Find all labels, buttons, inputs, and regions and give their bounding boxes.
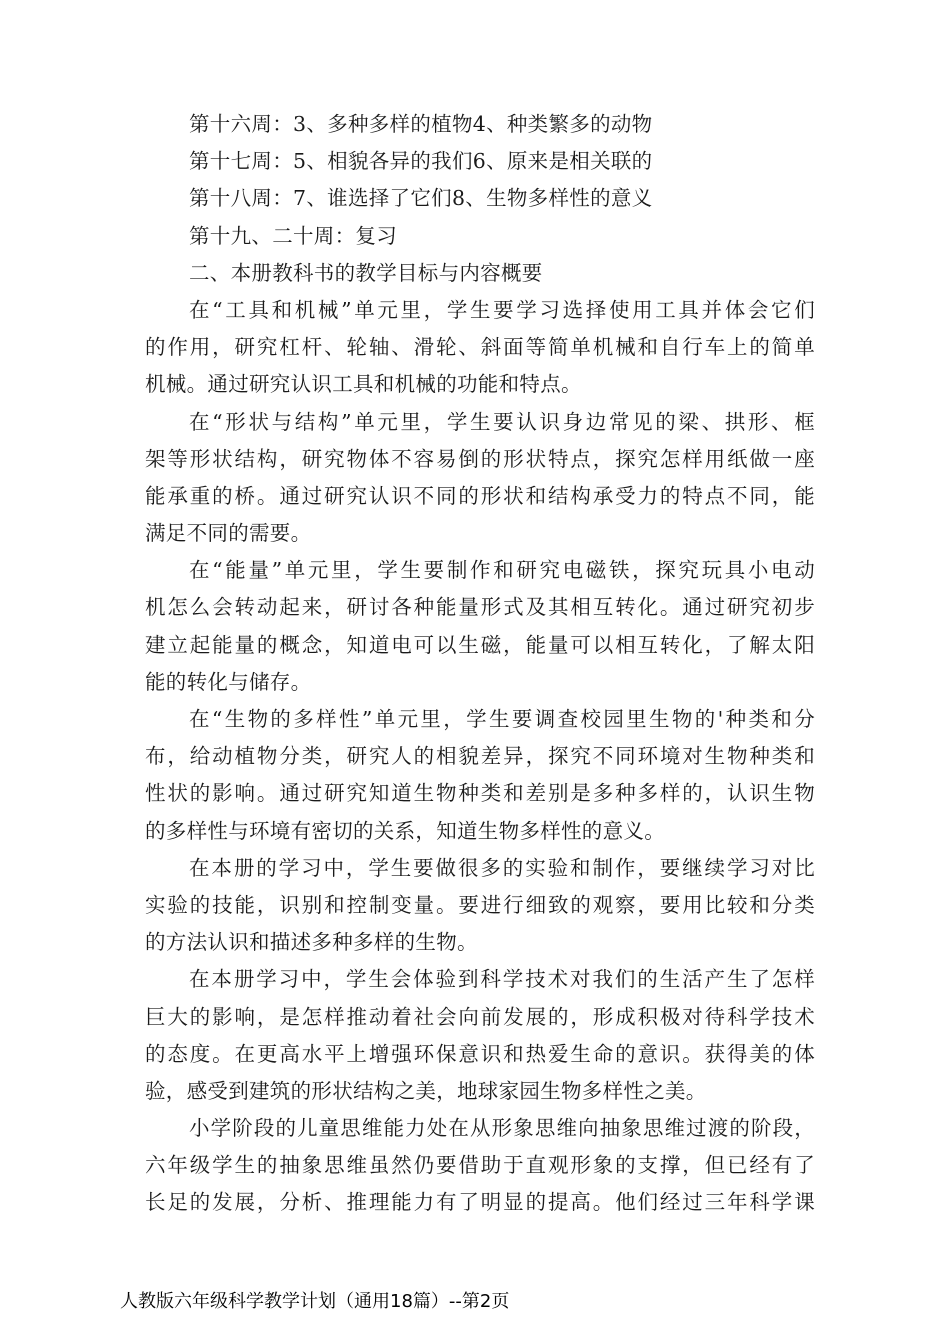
text-line: 的多样性与环境有密切的关系，知道生物多样性的意义。 [145, 818, 665, 843]
text-line: 架等形状结构，研究物体不容易倒的形状特点，探究怎样用纸做一座 [145, 446, 815, 471]
text-line: 第十六周：3、多种多样的植物4、种类繁多的动物 [189, 112, 653, 136]
text-line: 第十九、二十周：复习 [189, 223, 397, 248]
document-body [145, 106, 815, 1222]
text-line: 在“形状与结构”单元里，学生要认识身边常见的梁、拱形、框 [189, 409, 815, 434]
text-line: 建立起能量的概念，知道电可以生磁，能量可以相互转化，了解太阳 [145, 632, 815, 657]
text-line: 第十七周：5、相貌各异的我们6、原来是相关联的 [189, 149, 653, 174]
text-line: 布，给动植物分类，研究人的相貌差异，探究不同环境对生物种类和 [145, 744, 815, 769]
text-line: 能的转化与储存。 [145, 669, 312, 694]
text-line: 在本册学习中，学生会体验到科学技术对我们的生活产生了怎样 [189, 967, 815, 992]
text-line: 六年级学生的抽象思维虽然仍要借助于直观形象的支撑，但已经有了 [145, 1153, 815, 1178]
text-line: 在“工具和机械”单元里，学生要学习选择使用工具并体会它们 [189, 297, 815, 322]
text-line: 巨大的影响，是怎样推动着社会向前发展的，形成积极对待科学技术 [145, 1004, 815, 1029]
text-line: 长足的发展，分析、推理能力有了明显的提高。他们经过三年科学课 [145, 1190, 815, 1215]
text-line: 的方法认识和描述多种多样的生物。 [145, 930, 478, 955]
text-line: 在“生物的多样性”单元里，学生要调查校园里生物的'种类和分 [189, 707, 815, 731]
text-line: 实验的技能，识别和控制变量。要进行细致的观察，要用比较和分类 [145, 892, 815, 917]
text-line: 机械。通过研究认识工具和机械的功能和特点。 [145, 372, 582, 397]
text-line: 在本册的学习中，学生要做很多的实验和制作，要继续学习对比 [189, 855, 815, 880]
text-line: 的作用，研究杠杆、轮轴、滑轮、斜面等简单机械和自行车上的简单 [145, 335, 815, 360]
text-line: 能承重的桥。通过研究认识不同的形状和结构承受力的特点不同，能 [145, 483, 815, 508]
text-line: 验，感受到建筑的形状结构之美，地球家园生物多样性之美。 [145, 1078, 707, 1103]
text-line: 满足不同的需要。 [145, 521, 312, 546]
text-line: 性状的影响。通过研究知道生物种类和差别是多种多样的，认识生物 [145, 781, 815, 806]
text-line: 机怎么会转动起来，研讨各种能量形式及其相互转化。通过研究初步 [145, 595, 815, 620]
text-line: 小学阶段的儿童思维能力处在从形象思维向抽象思维过渡的阶段， [189, 1116, 815, 1141]
text-line: 在“能量”单元里，学生要制作和研究电磁铁，探究玩具小电动 [189, 558, 815, 583]
text-line: 二、本册教科书的教学目标与内容概要 [189, 260, 543, 285]
text-line: 的态度。在更高水平上增强环保意识和热爱生命的意识。获得美的体 [145, 1041, 815, 1066]
text-line: 第十八周：7、谁选择了它们8、生物多样性的意义 [189, 186, 653, 211]
page-footer: 人教版六年级科学教学计划（通用18篇）--第2页 [120, 1291, 510, 1312]
